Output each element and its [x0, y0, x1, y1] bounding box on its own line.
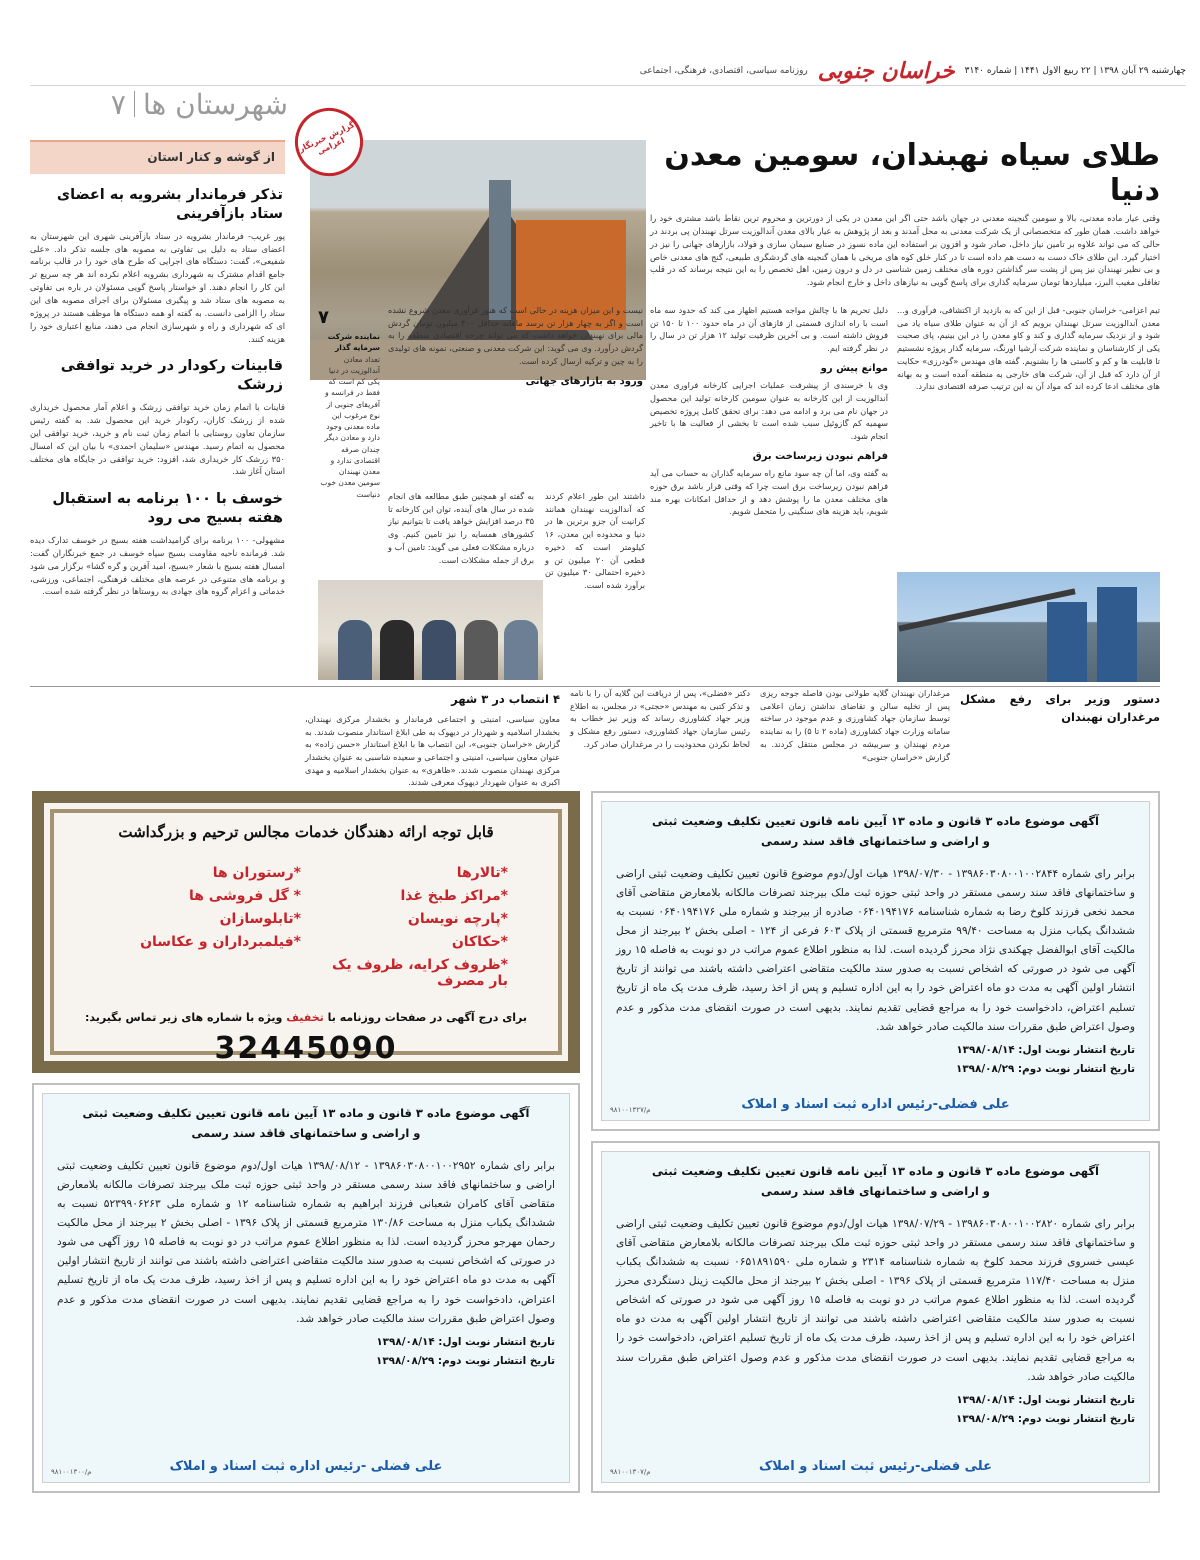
- notice-code: م/۹۸۱۰۰۱۳۰۷: [610, 1468, 651, 1476]
- notice-title: و اراضی و ساختمانهای فاقد سند رسمی: [761, 1183, 990, 1198]
- notice-date-2: تاریخ انتشار نوبت دوم: ۱۳۹۸/۰۸/۲۹: [955, 1063, 1135, 1076]
- band-item: [960, 687, 1160, 779]
- notice-body: برابر رای شماره ۱۳۹۸۶۰۳۰۸۰۰۱۰۰۲۹۵۲ - ۱۳۹۸/۰۸/۱۲ هیات اول/دوم موضوع قانون تعیین تکلیف وضعیت ثبتی اراضی و ساختمانهای فاقد سند رسمی مستقر در واحد ثبتی حوزه ثبت ملک بیرجند تصرفات مالکانه بلامعارض متقاضی آقای کامران شعبانی فرزند ابراهیم به شماره شناسنامه ۱۲ و شماره ملی ۵۲۳۹۹۰۶۲۶۳ نسبت به ششدانگ یکباب منزل به مساحت ۱۳۰/۸۶ مترمربع قسمتی از پلاک ۱۳۹۶ - اصلی بخش ۲ بیرجند از محل مالکیت رحمان مهرجو محرز گردیده است. لذا به منظور اطلاع عموم مراتب در دو نوبت به فاصله ۱۵ روز آگهی می شود در صورتی که اشخاص نسبت به صدور سند مالکیت متقاضی اعتراضی داشته باشند می توانند از تاریخ انتشار اولین آگهی به مدت دو ماه اعتراض خود را به این اداره تسلیم و پس از اخذ رسید، ظرف مدت یک ماه از تاریخ تسلیم اعتراض، دادخواست خود را به مراجع قضایی تقدیم نمایند. بدیهی است در صورت انقضای مدت مذکور و عدم وصول اعتراض طبق مقررات سند مالکیت صادر خواهد شد.: [57, 1160, 555, 1325]
- article-column: به گفته او همچنین طبق مطالعه های انجام شده در سال های آینده، توان این کارخانه تا ۳۵ درصد افزایش خواهد یافت تا بتوانیم نیاز کشورهای همسایه را نیز تامین کنیم. وی درباره مشکلات فعلی می گوید: تامین آب و برق از جمله مشکلات است.: [388, 491, 534, 565]
- sidebar-item-body: قاینات با اتمام زمان خرید توافقی زرشک و اعلام آمار محصول خریداری شده از زرشک کاران، رکودار خرید این محصول شد. به گفته رئیس سازمان تعاون روستایی با اتمام زمان ثبت نام و خرید، خرید توافقی این محصول به اتمام رسید. مهندس «سلیمان احمدی» با بیان این که امسال ۳۵۰ زرشک کار خریداری شد، افزود: خرید توافقی در جایگاه های مختلف استان آغاز شد.: [30, 402, 285, 477]
- ad-list-item: *تابلوسازان: [219, 911, 301, 927]
- paragraph: دلیل تحریم ها با چالش مواجه هستیم اظهار می کند که حدود سه ماه است با راه اندازی قسمتی از فازهای آن در ماه حدود ۱۰۰ تا ۱۵۰ تن فروش داشته است. و بی آخرین ظرفیت تولید ۱۲ هزار تن در سال را در نظر گرفته ایم.: [650, 305, 888, 354]
- notice-date-2: تاریخ انتشار نوبت دوم: ۱۳۹۸/۰۸/۲۹: [955, 1413, 1135, 1426]
- photo-silo: [1097, 587, 1137, 682]
- sidebar-label: از گوشه و کنار استان: [30, 140, 285, 174]
- ad-list-item: *ظروف کرایه، ظروف یک بار مصرف: [332, 957, 508, 989]
- notice-dates: [616, 1041, 1135, 1081]
- ad-list-item: *حکاکان: [451, 934, 508, 950]
- page-number: ۷: [110, 87, 126, 121]
- notice-body: برابر رای شماره ۱۳۹۸۶۰۳۰۸۰۰۱۰۰۲۸۲۰ - ۱۳۹۸/۰۷/۲۹ هیات اول/دوم موضوع قانون تعیین تکلیف وضعیت ثبتی اراضی و ساختمانهای فاقد سند رسمی مستقر در واحد ثبتی حوزه ثبت ملک بیرجند تصرفات مالکانه بلامعارض متقاضی آقای عیسی خسروی فرزند محمد کلوخ به شماره شناسنامه ۲۳۱۴ و شماره ملی ۰۶۵۱۸۹۱۵۹۰ نسبت به ششدانگ یکباب منزل به مساحت ۱۱۷/۴۰ مترمربع قسمتی از پلاک ۱۳۹۶ - اصلی بخش ۲ بیرجند از محل مالکیت زینل دستگردی محرز گردیده است. لذا به منظور اطلاع عموم مراتب در دو نوبت به فاصله ۱۵ روز آگهی می شود در صورتی که اشخاص نسبت به صدور سند مالکیت متقاضی اعتراضی داشته باشند می توانند از تاریخ انتشار اولین آگهی به مدت دو ماه اعتراض خود را به این اداره تسلیم و پس از اخذ رسید، ظرف مدت یک ماه از تاریخ تسلیم اعتراض، دادخواست خود را به مراجع قضایی تقدیم نمایند. بدیهی است در صورت انقضای مدت مذکور و عدم وصول اعتراض طبق مقررات سند مالکیت صادر خواهد شد.: [616, 1218, 1136, 1383]
- notice-title: آگهی موضوع ماده ۳ قانون و ماده ۱۳ آیین نامه قانون تعیین تکلیف وضعیت ثبتی: [82, 1106, 530, 1120]
- band-item: [305, 687, 560, 788]
- ad-list-item: *فیلمبرداران و عکاسان: [140, 934, 301, 950]
- notice-code: م/۹۸۱۰۰۱۳۰۰: [51, 1468, 92, 1476]
- photo-person: [464, 620, 498, 680]
- legal-notice-inner: [601, 801, 1150, 1121]
- band-item: دکتر «فضلی»، پس از دریافت این گلایه آن را با نامه و تذکر کتبی به مهندس «حجتی» در مجلس، به اطلاع وزیر جهاد کشاورزی رساند که وزیر نیز خطاب به رئیس سازمان جهاد کشاورزی، دستور رفع مشکل و لحاظ نکردن محدودیت را در مرغداران صادر کرد.: [570, 688, 750, 749]
- ceremony-ad: [32, 791, 580, 1073]
- notice-code: م/۹۸۱۰۰۱۳۲۷: [610, 1106, 651, 1114]
- ad-list-item: *تالارها: [456, 865, 508, 881]
- ad-cta-highlight: تخفیف: [286, 1011, 324, 1024]
- subheading: موانع پیش رو: [820, 362, 888, 374]
- main-lede: وقتی عیار ماده معدنی، بالا و سومین گنجینه معدنی در جهان باشد حتی اگر این معدن در یکی از دورترین و محروم ترین نقاط باشد مشتری خود را خواهد داشت. همان طور که متخصصانی از یک شرکت معدنی به محل آمدند و بعد از پژوهش به عیار بالای معدن آندالوزیت سرتل نهبندان پی بردند در حالی که می تواند علاوه بر تامین نیاز داخل، صادر شود و افزون بر استفاده این ماده نسوز در صنایع سیمان سازی و فولاد، بازارهای جهانی را نیز در اختیار گیرد. این طلای خاک دست به دست هم داده است تا در کنار خلق کوه های مریخی با همان گنجینه های گردشگری طبیعی، گنج های معدنی خاص و بی نظیر نهبندان نیز پس از پشت سر گذاشتن دوره های مختلف زمین شناسی در دل و درون زمین، اهل تخصص را به این نتیجه برساند که در قلب تغافلی مغیب البرز، میلیاردها تومان سرمایه گذاری برای پاسخ گویی به نیازهای داخل و خارج انجام شود.: [650, 213, 1160, 288]
- ad-phone: 32445090: [214, 1031, 398, 1066]
- paragraph: نیست و این میزان هزینه در حالی است که هنوز فرآوری معدن شروع نشده است و اگر به چهار هزار تن برسد ماهانه حداقل ۳۰۰ میلیون تومان گردش مالی برای نهبندان خواهد داشت که می تواند چرخه اقتصادی منطقه را به گردش درآورد. وی می گوید: این شرکت معدنی و صنعتی، نمونه های تولیدی را به چین و ترکیه ارسال کرده است.: [388, 305, 644, 366]
- notice-signature: علی فضلی-رئیس اداره ثبت اسناد و املاک: [741, 1097, 1010, 1112]
- legal-notice-inner: [601, 1151, 1150, 1483]
- sidebar: [30, 140, 285, 780]
- band-text: معاون سیاسی، امنیتی و اجتماعی فرماندار و بخشدار مرکزی نهبندان، بخشدار اسلامیه و شهردار در دیهوک به طی ابلاغ استاندار منصوب شدند. به گزارش «خراسان جنوبی»، این انتصاب ها با ابلاغ استاندار «حسن زاده» به عنوان معاون سیاسی، امنیتی و اجتماعی و سعیده شاسبی به عنوان بخشدار مرکزی نهبندان منصوب شدند. «ظاهری» به عنوان بخشدار اسلامیه و مهدی اکبری به عنوان شهردار دیهوک معرفی شدند.: [305, 713, 560, 788]
- paragraph: وی با خرسندی از پیشرفت عملیات اجرایی کارخانه فراوری معدن آندالوزیت از این کارخانه به عنوان سومین کارخانه تولید این محصول در جهان نام می برد و ادامه می دهد: برای تحقق کامل پروژه تخصیص سهمیه کم گازوئیل سبب شده است تا بخشی از فعالیت ها با تاخیر انجام شود.: [650, 380, 888, 442]
- band-title: دستور وزیر برای رفع مشکل مرغداران نهبندان: [960, 692, 1160, 724]
- sidebar-item-title: تذکر فرماندار بشرویه به اعضای ستاد بازآفرینی: [56, 187, 283, 222]
- section-name: شهرستان ها: [142, 87, 288, 121]
- photo-person: [504, 620, 538, 680]
- legal-notice: [32, 1083, 580, 1493]
- notice-signature: علی فضلی -رئیس اداره ثبت اسناد و املاک: [169, 1459, 443, 1474]
- tagline: روزنامه سیاسی، اقتصادی، فرهنگی، اجتماعی: [639, 65, 808, 76]
- info-number: ۷: [318, 307, 329, 328]
- news-band: [30, 686, 1160, 788]
- ad-cta-text: برای درج آگهی در صفحات روزنامه با: [323, 1011, 528, 1024]
- main-headline: طلای سیاه نهبندان، سومین معدن دنیا: [664, 138, 1160, 208]
- notice-date-1: تاریخ انتشار نوبت اول: ۱۳۹۸/۰۸/۱۴: [956, 1043, 1135, 1056]
- subheading: فراهم نبودن زیرساخت برق: [752, 450, 888, 462]
- subheading: ورود به بازارهای جهانی: [525, 375, 643, 387]
- ad-list: [104, 865, 508, 989]
- notice-body: برابر رای شماره ۱۳۹۸۶۰۳۰۸۰۰۱۰۰۲۸۴۴ - ۱۳۹۸/۰۷/۳۰ هیات اول/دوم موضوع قانون تعیین تکلیف وضعیت ثبتی اراضی و ساختمانهای فاقد سند رسمی مستقر در واحد ثبتی حوزه ثبت ملک بیرجند تصرفات مالکانه بلامعارض متقاضی آقای محمد نخعی فرزند کلوخ رضا به شماره شناسنامه ۰۶۴۰۱۹۴۱۷۶ صادره از بیرجند و شماره ملی ۰۶۴۰۱۹۴۱۷۶ نسبت به ششدانگ یکباب منزل به مساحت ۹۹/۴۰ مترمربع قسمتی از پلاک ۶۰۳ فرعی از ۱۲۴ - اصلی بخش ۲ بیرجند از محل مالکیت آقای ابوالفضل چهکندی نژاد محرز گردیده است. لذا به منظور اطلاع عموم مراتب در دو نوبت به فاصله ۱۵ روز آگهی می شود در صورتی که اشخاص نسبت به صدور سند مالکیت متقاضی اعتراضی داشته باشند می توانند از تاریخ انتشار اولین آگهی به مدت دو ماه اعتراض خود را به این اداره تسلیم و پس از اخذ رسید، ظرف مدت یک ماه از تاریخ تسلیم اعتراض، دادخواست خود را به مراجع قضایی تقدیم نمایند. بدیهی است در صورت انقضای مدت مذکور و عدم وصول اعتراض طبق مقررات سند مالکیت صادر خواهد شد.: [616, 868, 1136, 1033]
- legal-notice-inner: [42, 1093, 570, 1483]
- factory-photo: [897, 572, 1160, 682]
- article-column: [650, 304, 888, 682]
- section-header: [30, 86, 288, 122]
- legal-notice: [591, 1141, 1160, 1493]
- ad-list-item: *پارچه نویسان: [407, 911, 508, 927]
- notice-date-1: تاریخ انتشار نوبت اول: ۱۳۹۸/۰۸/۱۴: [376, 1335, 555, 1348]
- article-column: [388, 304, 643, 484]
- ad-title: قابل توجه ارائه دهندگان خدمات مجالس ترحیم و بزرگداشت: [118, 823, 494, 841]
- notice-title: آگهی موضوع ماده ۳ قانون و ماده ۱۳ آیین نامه قانون تعیین تکلیف وضعیت ثبتی: [652, 1164, 1099, 1178]
- photo-person: [338, 620, 372, 680]
- dateline: چهارشنبه ۲۹ آبان ۱۳۹۸ | ۲۲ ربیع الاول ۱۴۴۱ | شماره ۳۱۴۰: [964, 65, 1186, 76]
- sidebar-item-title: خوسف با ۱۰۰ برنامه به استقبال هفته بسیج می رود: [52, 491, 283, 527]
- photo-person: [422, 620, 456, 680]
- newspaper-logo: خراسان جنوبی: [817, 57, 955, 84]
- ad-cta: [84, 1011, 528, 1024]
- photo-conveyor: [489, 180, 511, 320]
- reporter-stamp: گزارش خبرنگار اعزامی: [284, 97, 374, 187]
- article-column: داشتند این طور اعلام کردند که آندالوزیت نهبندان همانند کرانیت آن جزو برترین ها در دنیا و محدوده این معدن، ۱۶ کیلومتر است که ذخیره قطعی آن ۲۰ میلیون تن و ذخیره احتمالی ۳۰ میلیون تن برآورد شده است.: [545, 491, 645, 590]
- ad-list-item: *رستوران ها: [212, 865, 301, 881]
- divider: [134, 91, 135, 117]
- sidebar-item-body: پور غریب- فرماندار بشرویه در ستاد بازآفرینی شهری این شهرستان به اعضای ستاد به دلیل بی تفاوتی به مصوبه های جلسه تذکر داد. «علی شفیعی»، گفت: دستگاه های اجرایی که طرح های خود را در قالب برنامه جامع اقدام مشترک به شهرداری بشرویه اعلام نکرده اند هر چه سریع تر این کار را انجام دهند. او خواستار پاسخ گویی مسئولان در باره بی تفاوتی به مصوبه های ستاد شد و پیگیری مسئولان برای اجرای مصوبه های این ستاد را الزامی دانست. به گفته او همه دستگاه ها موظف هستند در پروژه ای که شهرداری و راه و شهرسازی انجام می دهند، منابع اعتباری خود را هزینه کنند.: [30, 230, 285, 344]
- band-item: مرغداران نهبندان گلایه طولانی بودن فاصله جوجه ریزی پس از تخلیه سالن و تقاضای نداشتن زمان اعلامی توسط سازمان جهاد کشاورزی و عدم موجود در ساخته سامانه وزارت جهاد کشاورزی (ماده ۲ تا ۵) را به نماینده مردم نهبندان و سربیشه در مجلس منتقل کردند. به گزارش «خراسان جنوبی»: [760, 688, 950, 762]
- masthead: [30, 56, 1186, 86]
- notice-dates: [57, 1333, 555, 1373]
- ad-list-item: * گل فروشی ها: [188, 888, 301, 904]
- notice-date-1: تاریخ انتشار نوبت اول: ۱۳۹۸/۰۸/۱۴: [956, 1393, 1135, 1406]
- info-text: تعداد معادن آندالوزیت در دنیا یکی کم است که فقط در فرانسه و آفریقای جنوبی از نوع مرغوب این ماده معدنی وجود دارد و معادن دیگر چندان صرفه اقتصادی ندارد و معدن نهبندان سومین معدن خوب دنیاست: [320, 354, 380, 499]
- photo-person: [380, 620, 414, 680]
- notice-title: و اراضی و ساختمانهای فاقد سند رسمی: [761, 833, 990, 848]
- article-column: تیم اعزامی- خراسان جنوبی- قبل از این که به بازدید از اکتشافی، فرآوری و... معدن آندالوزیت سرتل نهبندان برویم که از آن به عنوان طلای سیاه یاد می شود و از نزدیک سرمایه گذاری و کند و کاو معدن را در این بینیم، پای صحبت یکی از کارشناسان و نماینده شرکت آرشیا اورنگ، سرمایه گذار پروژه نشستیم تا قابلیت ها و کم و کاستی ها را بشنویم. گفته های مهندس «گودرزی» حکایت از آن دارد که قبل از آن، شرکت های خارجی به منطقه آمده است و به بهانه های مختلف ادعا کرده اند که مواد آن به این ترتیب صرفه اقتصادی ندارد.: [897, 305, 1160, 392]
- info-box: [318, 304, 380, 499]
- band-title: ۴ انتصاب در ۳ شهر: [451, 692, 560, 706]
- main-headline-box: [650, 140, 1160, 206]
- legal-notice: [591, 791, 1160, 1131]
- ad-cta-text: ویژه با شماره های زیر تماس بگیرید:: [84, 1011, 287, 1024]
- sidebar-item-body: مشهولی- ۱۰۰ برنامه برای گرامیداشت هفته بسیج در خوسف تدارک دیده شد. فرمانده ناحیه مقاومت بسیج سپاه خوسف در جمع خبرنگاران گفت: امسال هفته بسیج با شعار «بسیج، امید آفرین و گره گشا» برگزار می شود و برنامه های متنوعی در عرصه های مختلف فرهنگی، اجتماعی، ورزشی، خدماتی و اعزام گروه های جهادی به روستاها در نظر گرفته شده است.: [30, 534, 285, 597]
- notice-title: آگهی موضوع ماده ۳ قانون و ماده ۱۳ آیین نامه قانون تعیین تکلیف وضعیت ثبتی: [652, 814, 1099, 828]
- ad-list-item: *مراکز طبخ غذا: [400, 888, 508, 904]
- info-who: نماینده شرکت سرمایه گذار: [327, 332, 380, 353]
- sidebar-item-title: قابینات رکودار در خرید توافقی زرشک: [60, 358, 283, 394]
- meeting-photo: [318, 580, 543, 680]
- paragraph: به گفته وی، اما آن چه سود مانع راه سرمایه گذاران به حساب می آید فراهم نبودن زیرساخت برق است چرا که وقتی قرار باشد برق حوزه های مختلف معدن ما را پوشش دهد و از حداقل امکانات بهره مند شویم، باید هزینه های سنگینی را متحمل شویم.: [650, 468, 888, 517]
- notice-date-2: تاریخ انتشار نوبت دوم: ۱۳۹۸/۰۸/۲۹: [375, 1355, 555, 1368]
- notice-dates: [616, 1391, 1135, 1431]
- photo-silo: [1047, 602, 1087, 682]
- notice-signature: علی فضلی-رئیس ثبت اسناد و املاک: [758, 1459, 992, 1474]
- notice-title: و اراضی و ساختمانهای فاقد سند رسمی: [191, 1125, 421, 1140]
